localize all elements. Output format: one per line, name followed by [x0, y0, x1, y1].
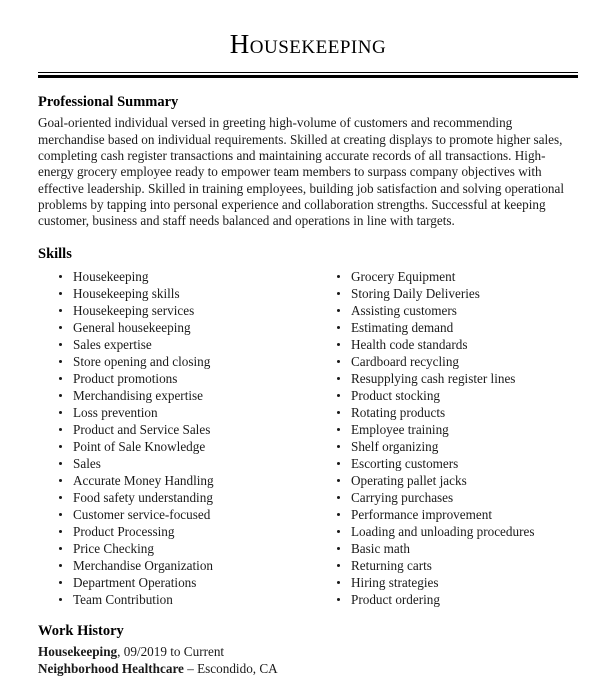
skill-item: Price Checking	[51, 540, 308, 557]
skills-column-left	[38, 268, 308, 608]
skill-item: Product stocking	[329, 387, 578, 404]
professional-summary-section	[38, 94, 578, 229]
skill-item: Product and Service Sales	[51, 421, 308, 438]
skill-item: Shelf organizing	[329, 438, 578, 455]
skill-item: Employee training	[329, 421, 578, 438]
skill-item: Product ordering	[329, 591, 578, 608]
skill-item: Escorting customers	[329, 455, 578, 472]
skill-item: Estimating demand	[329, 319, 578, 336]
job-title-line	[38, 644, 578, 661]
skills-column-right	[308, 268, 578, 608]
divider-line-thick	[38, 75, 578, 78]
skills-heading: Skills	[38, 246, 72, 263]
skill-item: Housekeeping skills	[51, 285, 308, 302]
skill-item: Health code standards	[329, 336, 578, 353]
work-history-section	[38, 623, 578, 677]
skill-item: Assisting customers	[329, 302, 578, 319]
skill-item: Department Operations	[51, 574, 308, 591]
skill-item: Housekeeping services	[51, 302, 308, 319]
skill-item: General housekeeping	[51, 319, 308, 336]
skill-item: Rotating products	[329, 404, 578, 421]
skill-item: Store opening and closing	[51, 353, 308, 370]
skills-section	[38, 246, 578, 607]
skill-item: Carrying purchases	[329, 489, 578, 506]
skill-item: Returning carts	[329, 557, 578, 574]
skill-item: Grocery Equipment	[329, 268, 578, 285]
skill-item: Sales expertise	[51, 336, 308, 353]
professional-summary-heading: Professional Summary	[38, 94, 179, 110]
skill-item: Point of Sale Knowledge	[51, 438, 308, 455]
professional-summary-text: Goal-oriented individual versed in greeting high-volume of customers and recommending merchandise based on individual requirements. Skilled at creating displays to promote higher sales, completing cash register transactions and maintaining accurate records of all transactions. High-energy grocery employee ready to empower team members to surpass company objectives with effective leadership. Skilled in training employees, building job satisfaction and solving operational problems by tapping into personal experience and collaboration strengths. Successful at keeping customer, business and staff needs balanced and operations in line with targets.	[38, 115, 565, 229]
skill-item: Product Processing	[51, 523, 308, 540]
header-divider	[38, 72, 578, 78]
job-dates: , 09/2019 to Current	[117, 644, 225, 660]
page-title: Housekeeping	[229, 29, 387, 59]
skill-item: Hiring strategies	[329, 574, 578, 591]
skill-item: Sales	[51, 455, 308, 472]
skills-columns	[38, 268, 578, 608]
skill-item: Cardboard recycling	[329, 353, 578, 370]
skill-item: Housekeeping	[51, 268, 308, 285]
employer-name: Neighborhood Healthcare	[38, 660, 184, 676]
skill-item: Merchandising expertise	[51, 387, 308, 404]
employer-line	[38, 661, 578, 678]
employer-location: – Escondido, CA	[183, 660, 278, 676]
skill-item: Customer service-focused	[51, 506, 308, 523]
skill-item: Food safety understanding	[51, 489, 308, 506]
skill-item: Product promotions	[51, 370, 308, 387]
skill-item: Performance improvement	[329, 506, 578, 523]
job-title: Housekeeping	[38, 644, 118, 660]
work-history-entries	[38, 644, 578, 677]
skill-item: Accurate Money Handling	[51, 472, 308, 489]
skill-item: Operating pallet jacks	[329, 472, 578, 489]
skill-item: Resupplying cash register lines	[329, 370, 578, 387]
skills-list-right	[329, 268, 578, 608]
skill-item: Merchandise Organization	[51, 557, 308, 574]
skill-item: Basic math	[329, 540, 578, 557]
skills-list-left	[51, 268, 308, 608]
skill-item: Team Contribution	[51, 591, 308, 608]
skill-item: Loading and unloading procedures	[329, 523, 578, 540]
skill-item: Storing Daily Deliveries	[329, 285, 578, 302]
work-history-heading: Work History	[38, 622, 124, 639]
skill-item: Loss prevention	[51, 404, 308, 421]
